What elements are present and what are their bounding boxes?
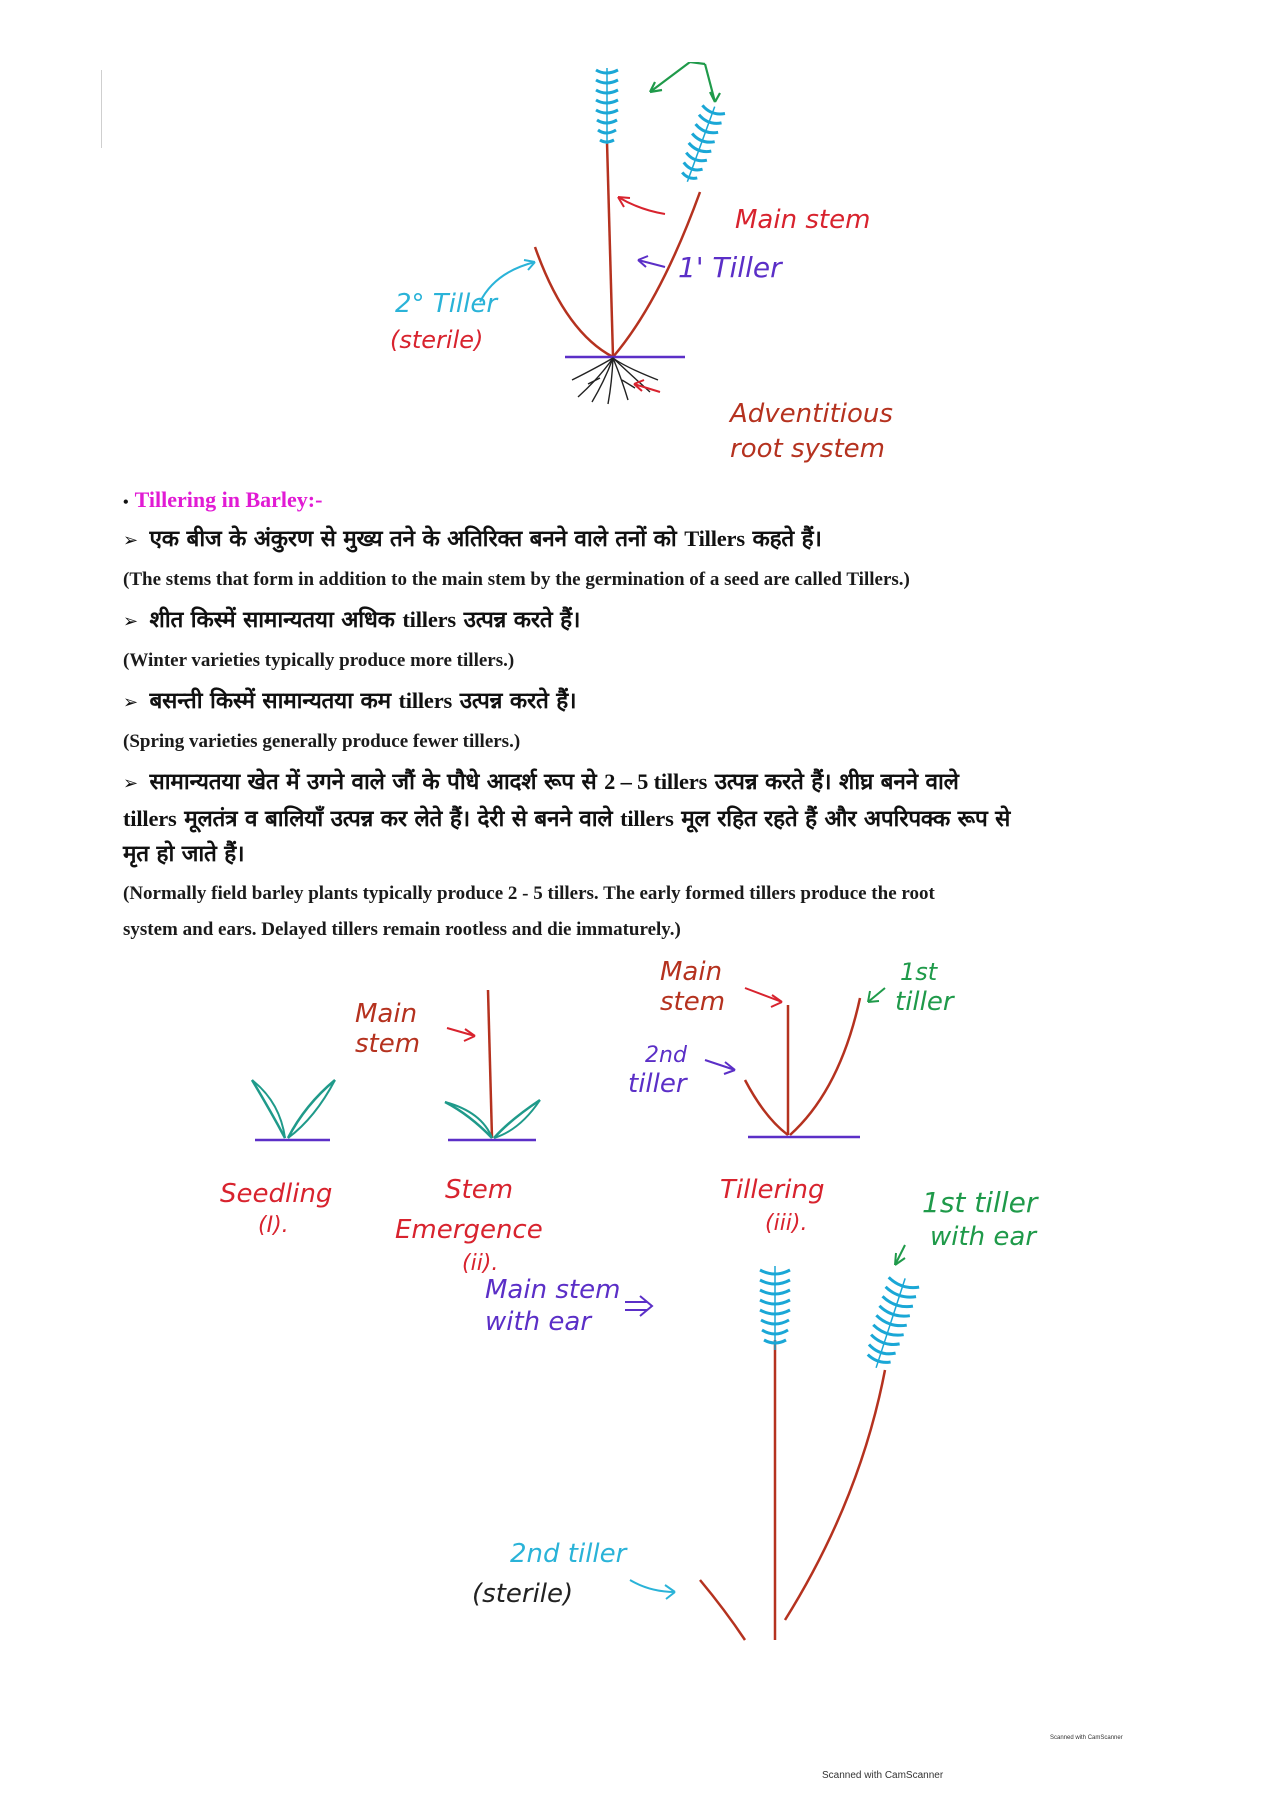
barley-growth-stages-diagram (200, 940, 1120, 1650)
ear-stage (625, 1245, 920, 1640)
stage2-stem-label: stem (355, 1029, 421, 1059)
english-paragraph-4 (123, 876, 1203, 948)
hindi-paragraph-4 (123, 764, 1203, 872)
second-tiller-line (535, 247, 613, 357)
main-ear (596, 68, 618, 144)
tiller-ear (676, 102, 726, 185)
tillering-number: (iii). (765, 1211, 808, 1236)
stage3-stem-label: stem (660, 987, 726, 1017)
ear-sterile-label: (sterile) (472, 1579, 574, 1609)
arrow-bullet: ➢ (123, 530, 138, 551)
english-line-3: (Spring varieties generally produce fewer tillers.) (123, 731, 521, 752)
label-sterile: (sterile) (390, 326, 484, 354)
main-stem-arrow (618, 197, 665, 214)
scan-margin-line (101, 70, 102, 148)
hindi-text: सामान्यतया खेत में उगने वाले जौं के पौधे आदर्श रूप से (149, 769, 597, 795)
stem-emergence-stage (445, 990, 540, 1140)
hindi-text: मूल रहित रहते हैं और अपरिपक्क रूप से (681, 806, 1011, 832)
term-text: 2 – 5 tillers (604, 769, 708, 794)
tillering-label: Tillering (720, 1175, 825, 1205)
term-text: tillers (398, 688, 453, 713)
term-text: tillers (402, 607, 456, 632)
ear-pointer-arrows (650, 62, 720, 102)
hindi-line-3 (123, 683, 1203, 720)
ear-main-stem-label: Main stem (485, 1275, 621, 1305)
label-adventitious: Adventitious (730, 399, 893, 429)
stage2-main-label: Main (355, 999, 418, 1029)
arrow-bullet: ➢ (123, 773, 138, 794)
main-stem-ear (760, 1266, 790, 1350)
barley-tillering-diagram-top (360, 62, 940, 482)
stage3-second-label: 2nd (645, 1043, 687, 1068)
tillering-stage (705, 988, 885, 1137)
section-heading (123, 487, 1203, 513)
hindi-text: बसन्ती किस्में सामान्यतया कम (149, 688, 391, 714)
seedling-number: (I). (258, 1213, 289, 1238)
stem-emergence-number: (ii). (462, 1251, 499, 1276)
english-line-1: (The stems that form in addition to the main stem by the germination of a seed are called Tillers.) (123, 569, 910, 590)
arrow-bullet: ➢ (123, 692, 138, 713)
english-text: system and ears. Delayed tillers remain rootless and die immaturely.) (123, 919, 681, 940)
stage3-first-label: 1st (900, 958, 938, 986)
hindi-text: एक बीज के अंकुरण से मुख्य तने के अतिरिक्त बनने वाले तनों को (149, 526, 677, 552)
seedling-label: Seedling (220, 1179, 333, 1209)
hindi-text: कहते हैं। (752, 526, 822, 552)
heading-bullet: • (123, 494, 129, 511)
first-tiller-arrow (638, 256, 665, 267)
hindi-line-1 (123, 521, 1203, 558)
stage3-main-label: Main (660, 957, 723, 987)
hindi-text: मूलतंत्र व बालियाँ उत्पन्न कर लेते हैं। देरी से बनने वाले (184, 806, 613, 832)
seedling-stage (252, 1080, 335, 1140)
english-line-2: (Winter varieties typically produce more tillers.) (123, 650, 515, 671)
heading-title: Tillering in Barley:- (134, 487, 323, 512)
term-text: tillers (123, 806, 177, 831)
label-main-stem: Main stem (735, 205, 871, 235)
hindi-text: शीत किस्में सामान्यतया अधिक (149, 607, 395, 633)
ear-first-tiller-label: 1st tiller (922, 1186, 1038, 1219)
scanner-watermark-small: Scanned with CamScanner (1050, 1735, 1123, 1741)
first-tiller-ear (861, 1273, 920, 1372)
scanner-footer: Scanned with CamScanner (822, 1770, 944, 1781)
label-root-system: root system (730, 434, 885, 464)
term-text: tillers (620, 806, 674, 831)
main-stem-line (607, 142, 613, 357)
stage3-first-tiller-label: tiller (895, 987, 954, 1017)
stem-emergence-label-2: Emergence (395, 1215, 543, 1245)
label-first-tiller: 1' Tiller (678, 251, 782, 284)
ear-main-stem-with-ear: with ear (485, 1307, 592, 1337)
hindi-text: उत्पन्न करते हैं। शीघ्र बनने वाले (714, 769, 959, 795)
ear-second-tiller-label: 2nd tiller (510, 1539, 627, 1569)
text-section (123, 487, 1203, 952)
hindi-text: मृत हो जाते हैं। (123, 841, 245, 867)
hindi-text: उत्पन्न करते हैं। (459, 688, 577, 714)
stage3-second-tiller-label: tiller (628, 1069, 687, 1099)
term-text: Tillers (684, 526, 745, 551)
arrow-bullet: ➢ (123, 611, 138, 632)
hindi-line-2 (123, 602, 1203, 639)
hindi-text: उत्पन्न करते हैं। (463, 607, 581, 633)
ear-first-tiller-with-ear: with ear (930, 1222, 1037, 1252)
stem-emergence-label: Stem (445, 1175, 514, 1205)
label-second-tiller: 2° Tiller (395, 289, 498, 319)
english-text: (Normally field barley plants typically produce 2 - 5 tillers. The early formed tillers produce the root (123, 883, 935, 904)
root-system (572, 358, 658, 404)
